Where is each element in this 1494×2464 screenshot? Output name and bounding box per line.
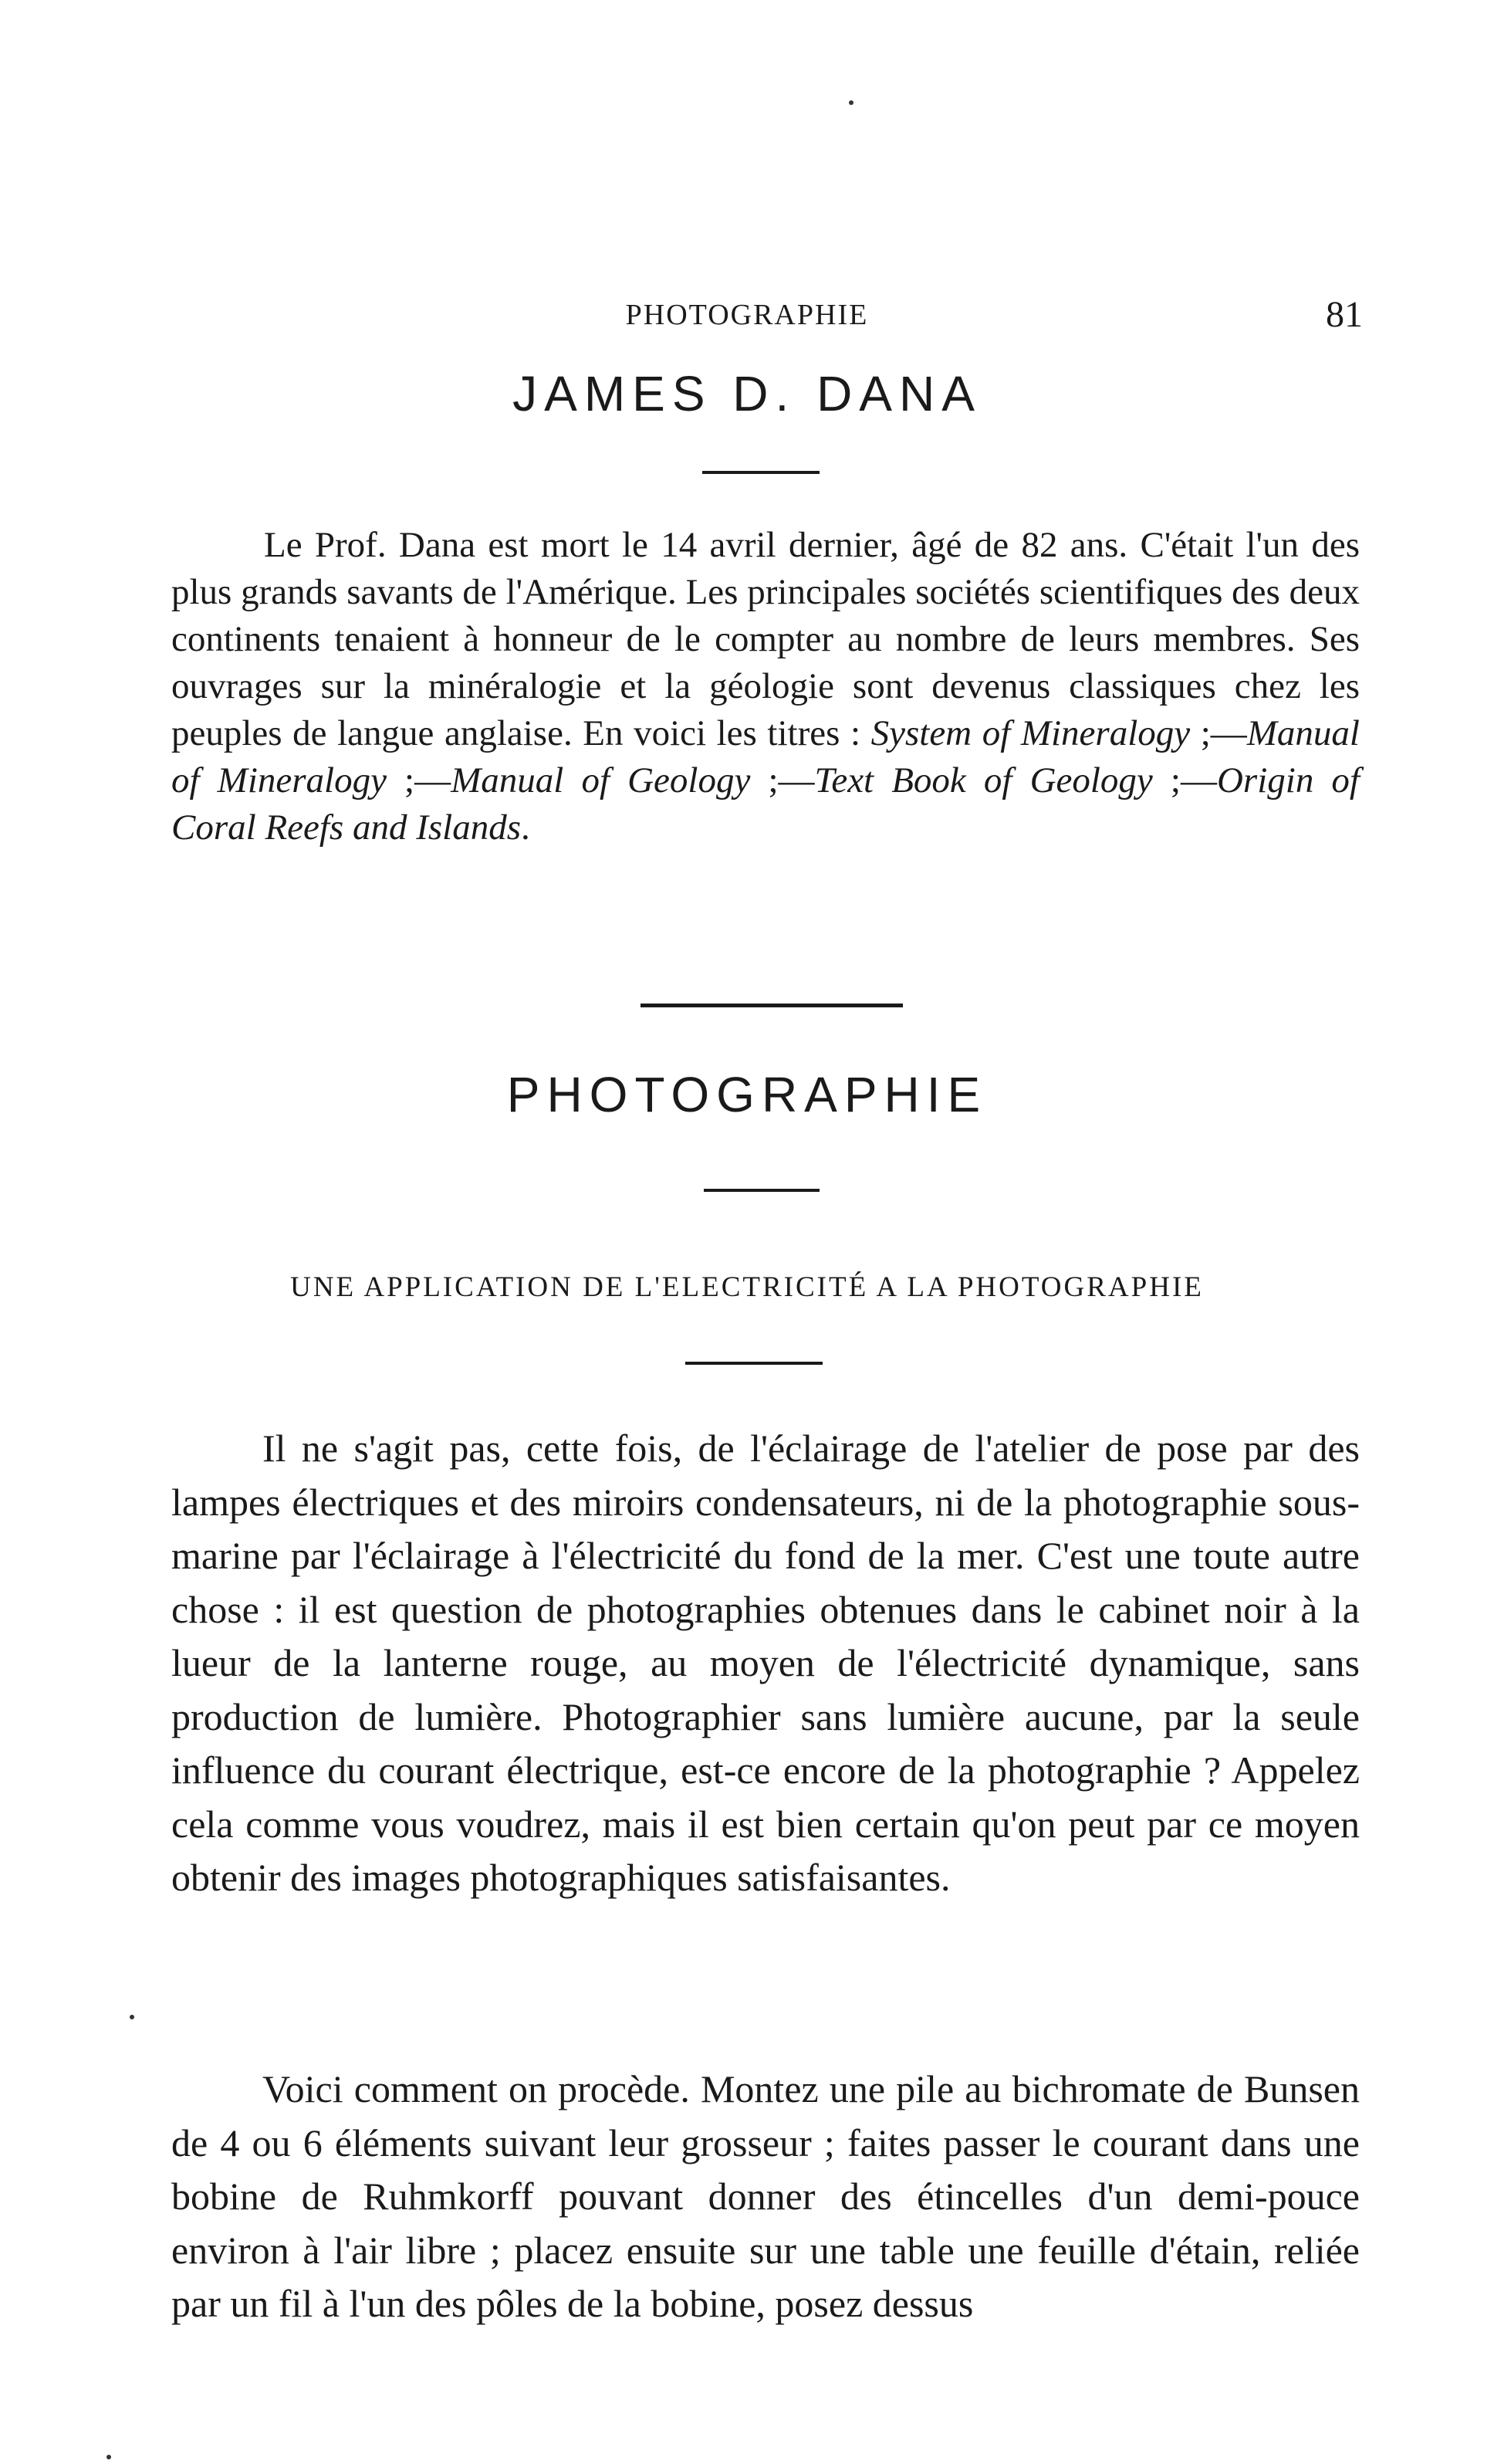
section-divider [641, 1004, 903, 1007]
page-number: 81 [1326, 294, 1363, 335]
dana-heading: JAMES D. DANA [512, 366, 982, 421]
paper-speck [849, 100, 853, 105]
dana-book-title: Manual of Mineralogy [171, 713, 1360, 800]
photographie-heading: PHOTOGRAPHIE [506, 1067, 988, 1122]
title-separator: ;— [1190, 713, 1247, 753]
dana-book-title: Text Book of Geology [814, 760, 1153, 800]
dana-book-title: Manual of Geology [451, 760, 751, 800]
running-head [0, 292, 1494, 338]
paper-speck [130, 2015, 134, 2019]
dana-book-title: Origin of Coral Reefs and Islands [171, 760, 1360, 848]
article-paragraph-1: Il ne s'agit pas, cette fois, de l'éclairage de l'atelier de pose par des lampes électriques et des miroirs condensateurs, ni de la photographie sous-marine par l'éclairage à l'électricité du fond de la mer. C'est une toute autre chose : il est question de photographies obtenues dans le cabinet noir à la lueur de la lanterne rouge, au moyen de l'électricité dynamique, sans production de lumière. Photographier sans lumière aucune, par la seule influence du courant électrique, est-ce encore de la photographie ? Appelez cela comme vous voudrez, mais il est bien certain qu'on peut par ce moyen obtenir des images photographiques satisfaisantes. [171, 1427, 1360, 1899]
article-paragraph-2: Voici comment on procède. Montez une pile au bichromate de Bunsen de 4 ou 6 éléments suivant leur grosseur ; faites passer le courant dans une bobine de Ruhmkorff pouvant donner des étincelles d'un demi-pouce environ à l'air libre ; placez ensuite sur une table une feuille d'étain, reliée par un fil à l'un des pôles de la bobine, posez dessus [171, 2067, 1360, 2325]
end-punctuation: . [521, 807, 530, 848]
dana-heading-rule [702, 471, 820, 474]
title-separator: ;— [750, 760, 815, 800]
dana-paragraph-text: Le Prof. Dana est mort le 14 avril dernier, âgé de 82 ans. C'était l'un des plus grands savants de l'Amérique. Les principales sociétés scientifiques des deux continents tenaient à honneur de le compter au nombre de leurs membres. Ses ouvrages sur la minéralogie et la géologie sont devenus classiques chez les peuples de langue anglaise. En voici les titres : [171, 525, 1360, 753]
paper-speck [106, 2455, 111, 2459]
title-separator: ;— [386, 760, 451, 800]
title-separator: ;— [1152, 760, 1217, 800]
dana-book-title: System of Mineralogy [870, 713, 1191, 753]
subheading-rule [685, 1362, 823, 1365]
dana-paragraph [171, 522, 1360, 851]
photographie-heading-rule [704, 1189, 820, 1192]
running-head-title: PHOTOGRAPHIE [625, 299, 869, 331]
article-subheading: UNE APPLICATION DE L'ELECTRICITÉ A LA PHOTOGRAPHIE [290, 1271, 1204, 1303]
